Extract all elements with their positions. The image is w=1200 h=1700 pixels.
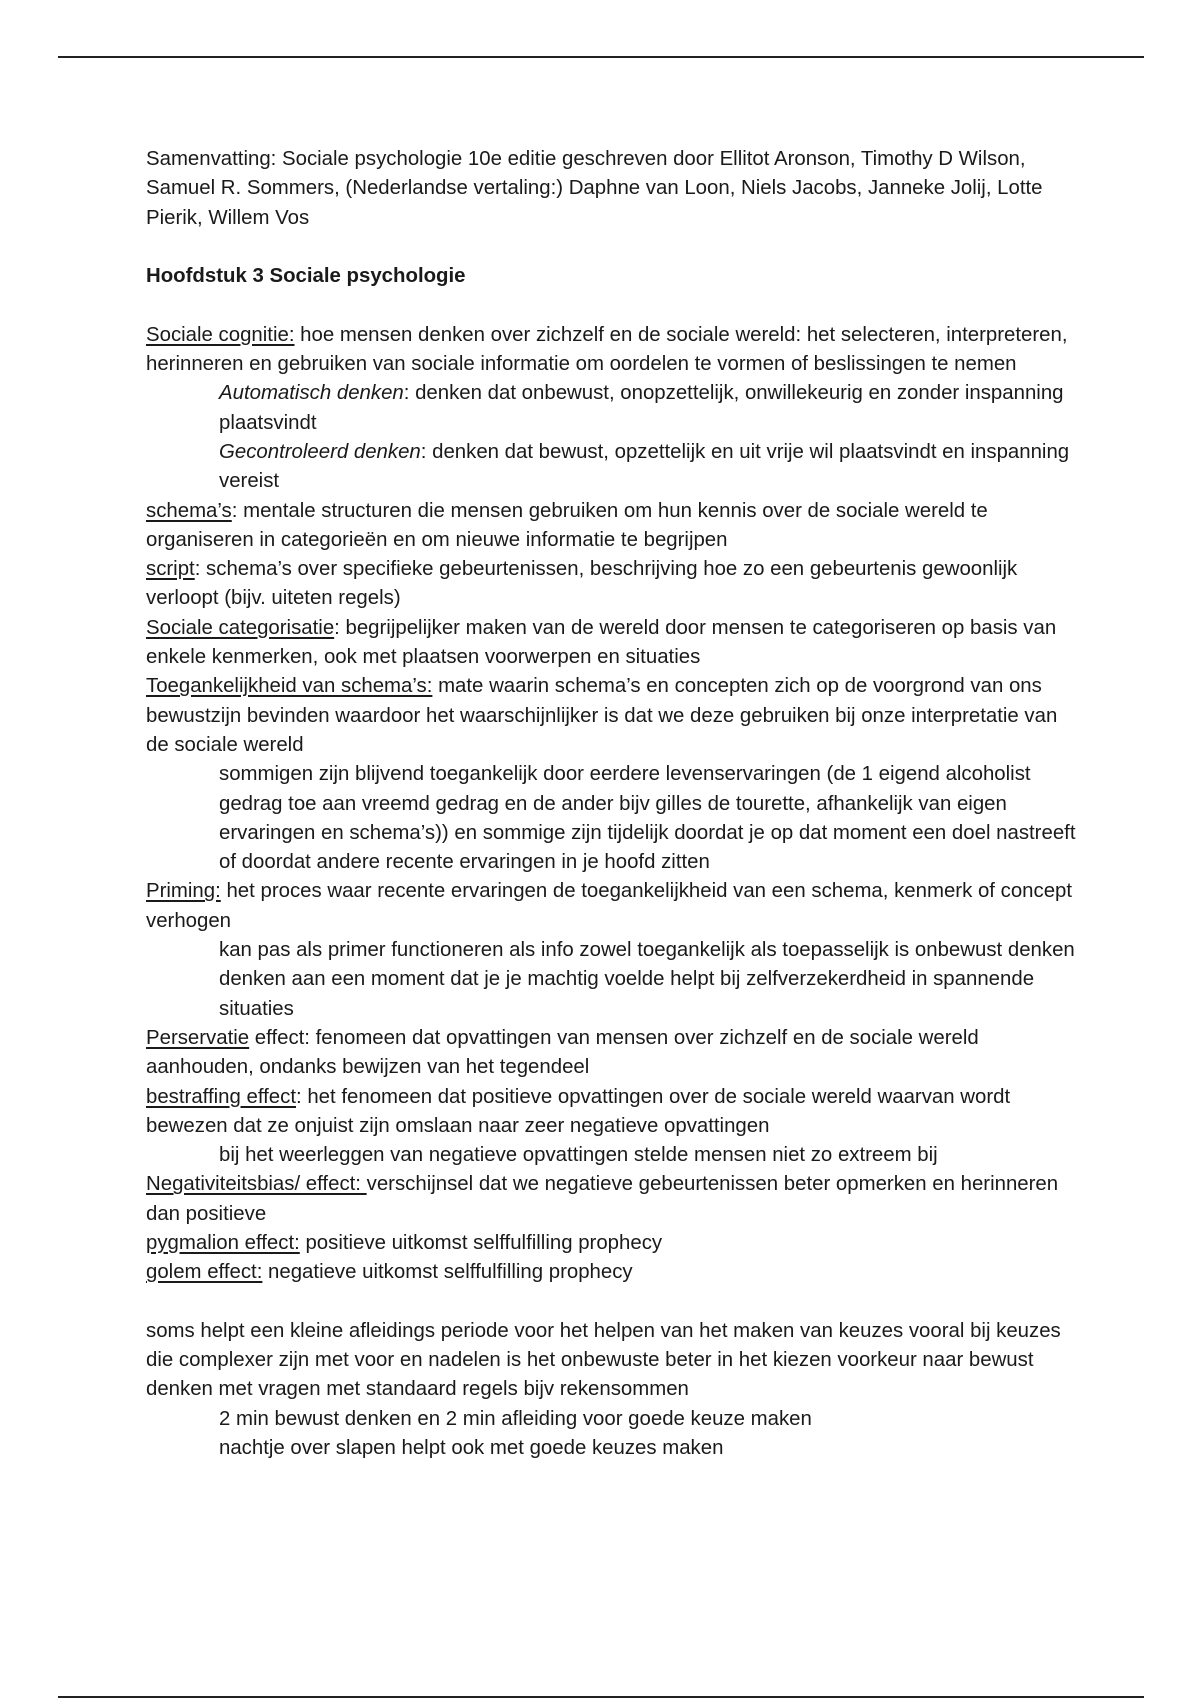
term: script [146, 558, 195, 581]
term: pygmalion effect: [146, 1231, 300, 1254]
term: golem effect: [146, 1261, 263, 1284]
entry-automatisch-denken [219, 379, 1076, 438]
term: bestraffing effect [146, 1085, 297, 1108]
definition: negatieve uitkomst selffulfilling prophecy [262, 1261, 633, 1284]
definition: : mentale structuren die mensen gebruiken om hun kennis over de sociale wereld te organiseren in categorieën en om nieuwe informatie te begrijpen [146, 499, 988, 551]
entry-sociale-categorisatie [146, 614, 1076, 673]
header-rule [58, 56, 1144, 58]
footer-rule [58, 1696, 1144, 1698]
chapter-heading: Hoofdstuk 3 Sociale psychologie [146, 265, 466, 288]
closing-note-1: 2 min bewust denken en 2 min afleiding voor goede keuze maken [219, 1407, 812, 1430]
entry-sociale-cognitie [146, 321, 1076, 380]
term: schema’s [146, 499, 232, 522]
term: Toegankelijkheid van schema’s: [146, 675, 433, 698]
entry-pygmalion-effect [146, 1229, 1076, 1258]
definition: : begrijpelijker maken van de wereld door mensen te categoriseren op basis van enkele kenmerken, ook met plaatsen voorwerpen en situaties [146, 616, 1057, 669]
intro-paragraph: Samenvatting: Sociale psychologie 10e editie geschreven door Ellitot Aronson, Timothy D Wilson, Samuel R. Sommers, (Nederlandse vertaling:) Daphne van Loon, Niels Jacobs, Janneke Jolij, Lotte Pierik, Willem Vos [146, 148, 1043, 229]
term: Priming: [146, 880, 221, 903]
definition: : denken dat onbewust, onopzettelijk, onwillekeurig en zonder inspanning plaatsvindt [219, 382, 1064, 434]
term: Negativiteitsbias/ effect: [146, 1173, 367, 1196]
note-toegankelijkheid: sommigen zijn blijvend toegankelijk door eerdere levenservaringen (de 1 eigend alcoholist gedrag toe aan vreemd gedrag en de ander bijv gilles de tourette, afhankelijk van eigen ervaringen en schema’s)) en sommige zijn tijdelijk doordat je op dat moment een doel nastreeft of doordat andere recente ervaringen in je hoofd zitten [219, 763, 1076, 874]
note-priming-2: denken aan een moment dat je je machtig voelde helpt bij zelfverzekerdheid in spannende situaties [219, 968, 1035, 1020]
entry-toegankelijkheid [146, 672, 1076, 760]
term: Sociale cognitie: [146, 323, 295, 346]
definition: hoe mensen denken over zichzelf en de sociale wereld: het selecteren, interpreteren, herinneren en gebruiken van sociale informatie om oordelen te vormen of beslissingen te nemen [146, 323, 1068, 376]
closing-note-2: nachtje over slapen helpt ook met goede keuzes maken [219, 1437, 724, 1460]
definition: : schema’s over specifieke gebeurtenissen, beschrijving hoe zo een gebeurtenis gewoonlijk verloopt (bijv. uiteten regels) [146, 558, 1018, 610]
entry-gecontroleerd-denken [219, 438, 1076, 497]
entry-golem-effect [146, 1258, 1076, 1287]
note-bestraffing: bij het weerleggen van negatieve opvattingen stelde mensen niet zo extreem bij [219, 1144, 938, 1167]
entry-priming [146, 877, 1076, 936]
definition: mate waarin schema’s en concepten zich op de voorgrond van ons bewustzijn bevinden waardoor het waarschijnlijker is dat we deze gebruiken bij onze interpretatie van de sociale wereld [146, 675, 1058, 756]
definition: het proces waar recente ervaringen de toegankelijkheid van een schema, kenmerk of concept verhogen [146, 880, 1073, 932]
definition: : het fenomeen dat positieve opvattingen over de sociale wereld waarvan wordt bewezen dat ze onjuist zijn omslaan naar zeer negatieve opvattingen [146, 1085, 1011, 1137]
closing-paragraph: soms helpt een kleine afleidings periode voor het helpen van het maken van keuzes vooral bij keuzes die complexer zijn met voor en nadelen is het onbewuste beter in het kiezen voorkeur naar bewust denken met vragen met standaard regels bijv rekensommen [146, 1319, 1061, 1401]
term: Perservatie [146, 1026, 250, 1049]
entry-perservatie [146, 1024, 1076, 1083]
definition: verschijnsel dat we negatieve gebeurtenissen beter opmerken en herinneren dan positieve [146, 1173, 1059, 1225]
definition: positieve uitkomst selffulfilling prophecy [299, 1231, 663, 1254]
term: Automatisch denken [219, 382, 404, 405]
entry-bestraffing-effect [146, 1083, 1076, 1142]
term: Sociale categorisatie [146, 616, 335, 639]
term: Gecontroleerd denken [219, 440, 421, 463]
note-priming-1: kan pas als primer functioneren als info zowel toegankelijk als toepasselijk is onbewust denken [219, 939, 1075, 962]
entry-schemas [146, 497, 1076, 556]
document-body [146, 145, 1076, 1463]
entry-script [146, 555, 1076, 614]
definition: : denken dat bewust, opzettelijk en uit vrije wil plaatsvindt en inspanning vereist [219, 440, 1070, 493]
entry-negativiteitsbias [146, 1170, 1076, 1229]
definition: effect: fenomeen dat opvattingen van mensen over zichzelf en de sociale wereld aanhouden, ondanks bewijzen van het tegendeel [146, 1026, 979, 1079]
